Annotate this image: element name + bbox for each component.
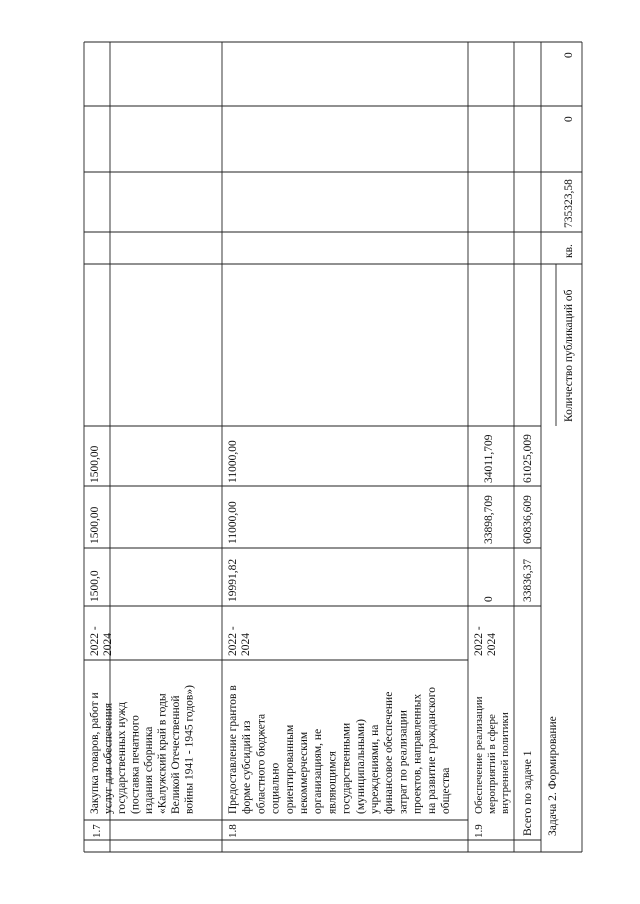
table-row	[89, 445, 196, 838]
task2-target-2: 0	[563, 52, 575, 58]
table-row	[473, 434, 511, 838]
row-value-2: 33898,709	[483, 495, 495, 544]
row-name: Закупка товаров, работ и услуг для обеспечения государственных нужд (поставка печатного издания сборника «Калужский край в годы Великой Отечественной войны 1941 - 1945 годов»)	[89, 685, 196, 814]
row-number: 1.9	[473, 824, 485, 838]
task2-unit: кв.	[563, 244, 575, 258]
row-name: Обеспечение реализации мероприятий в сфере внутренней политики	[473, 696, 511, 814]
row-value-3: 34011,709	[483, 434, 495, 483]
row-value-1: 19991,82	[227, 558, 239, 602]
task2-indicator: Количество публикаций об	[563, 289, 575, 422]
rotated-table	[84, 42, 582, 852]
row-number: 1.7	[91, 824, 103, 838]
row-value-2: 1500,00	[89, 506, 101, 544]
task2-row	[547, 52, 575, 836]
row-value-1: 1500,0	[89, 570, 101, 602]
row-value-1: 0	[483, 596, 495, 602]
row-value-2: 11000,00	[227, 501, 239, 544]
row-value-3: 1500,00	[89, 445, 101, 483]
task2-target-1: 0	[563, 116, 575, 122]
row-period: 2022 - 2024	[227, 626, 252, 656]
total-value-2: 60836,609	[522, 495, 534, 544]
task2-label: Задача 2. Формирование	[547, 716, 559, 836]
row-period: 2022 - 2024	[89, 626, 114, 656]
table-row	[227, 440, 452, 838]
row-period: 2022 - 2024	[473, 626, 498, 656]
total-label: Всего по задаче 1	[522, 750, 534, 836]
total-row	[522, 434, 534, 836]
row-name: Предоставление грантов в форме субсидий из областного бюджета социально ориентированным некоммерческим организациям, не являющимся государственными (муниципальными) учреждениями, на финансовое обеспечение затрат по реализации проектов, направленных на развитие гражданского общества	[227, 685, 452, 814]
task2-value: 735323,58	[563, 179, 575, 228]
total-value-1: 33836,37	[522, 558, 534, 602]
row-value-3: 11000,00	[227, 440, 239, 483]
row-number: 1.8	[227, 824, 239, 838]
total-value-3: 61025,009	[522, 434, 534, 483]
